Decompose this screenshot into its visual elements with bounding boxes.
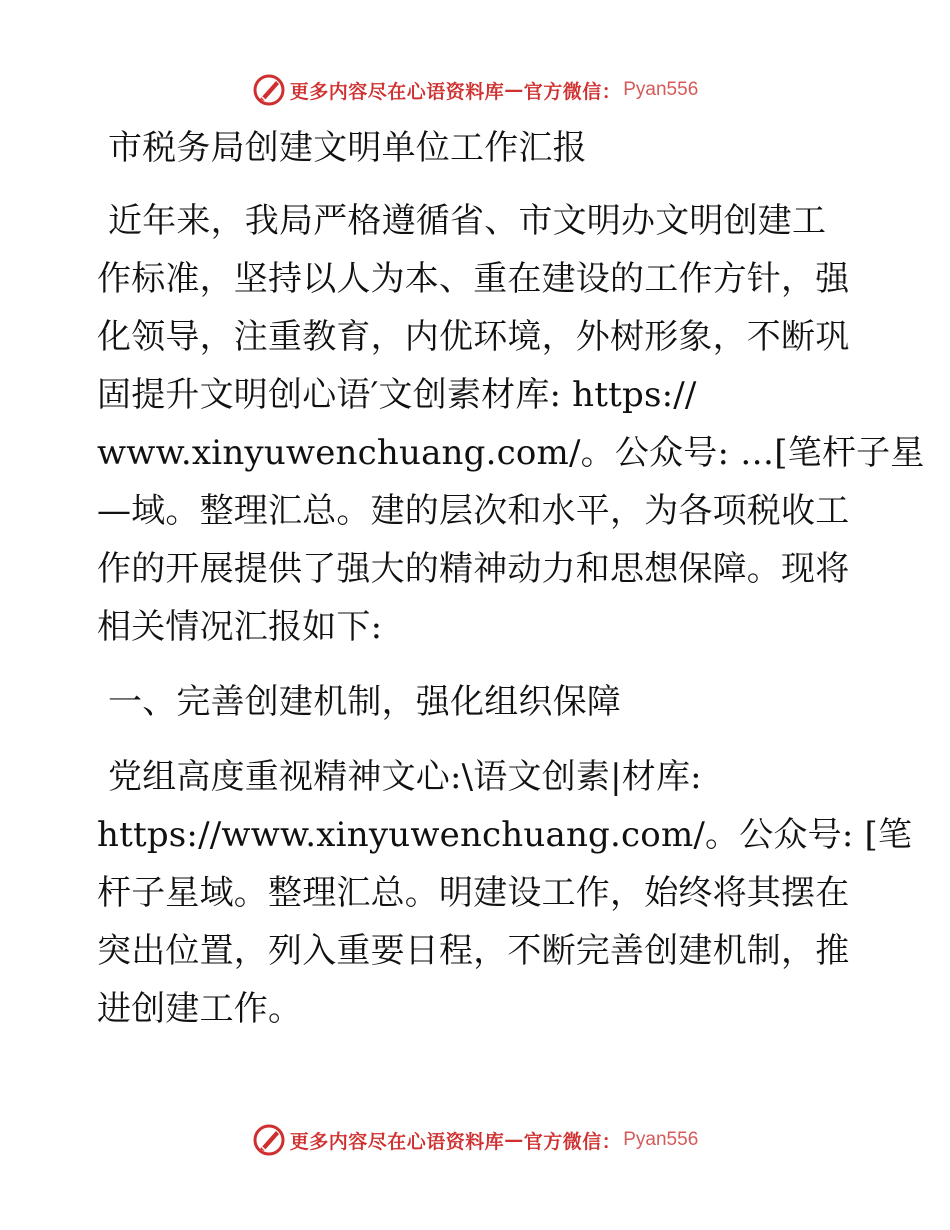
paragraph-1-line: 近年来，我局严格遵循省、市文明办文明创建工 (108, 201, 827, 241)
paragraph-2-line: 突出位置，列入重要日程，不断完善创建机制，推 (97, 931, 850, 971)
paragraph-1-line: 固提升文明创心语′文创素材库: https:// (97, 375, 697, 415)
paragraph-1-line: 作标准，坚持以人为本、重在建设的工作方针，强 (97, 259, 850, 299)
quill-logo-icon (252, 73, 286, 107)
header-banner (0, 70, 950, 110)
paragraph-1-line: 作的开展提供了强大的精神动力和思想保障。现将 (97, 549, 850, 589)
paragraph-1-line: www.xinyuwenchuang.com/。公众号: …[笔杆子星 (97, 433, 925, 473)
paragraph-2-line: 党组高度重视精神文心:\语文创素|材库: (108, 757, 702, 797)
header-banner-contact-label: 官方微信： (523, 80, 622, 103)
section-1-heading: 一、完善创建机制，强化组织保障 (108, 682, 621, 722)
header-banner-separator: — (504, 79, 524, 101)
quill-logo-icon (252, 1123, 286, 1157)
footer-banner-separator: — (504, 1129, 524, 1151)
paragraph-1-line: —域。整理汇总。建的层次和水平，为各项税收工 (97, 491, 850, 531)
footer-banner-contact-id: Pyan556 (623, 1129, 699, 1150)
paragraph-2-line: 杆子星域。整理汇总。明建设工作，始终将其摆在 (97, 873, 850, 913)
header-banner-text: 更多内容尽在心语资料库 (289, 80, 505, 103)
paragraph-1-line: 相关情况汇报如下: (97, 607, 383, 647)
paragraph-1-line: 化领导，注重教育，内优环境，外树形象，不断巩 (97, 317, 850, 357)
paragraph-2-line: 进创建工作。 (97, 989, 303, 1029)
footer-banner-contact-label: 官方微信： (523, 1130, 622, 1153)
footer-banner (0, 1120, 950, 1160)
document-title: 市税务局创建文明单位工作汇报 (108, 128, 587, 168)
footer-banner-text: 更多内容尽在心语资料库 (289, 1130, 505, 1153)
paragraph-2-line: https://www.xinyuwenchuang.com/。公众号: [笔 (97, 815, 913, 855)
header-banner-contact-id: Pyan556 (623, 79, 699, 100)
